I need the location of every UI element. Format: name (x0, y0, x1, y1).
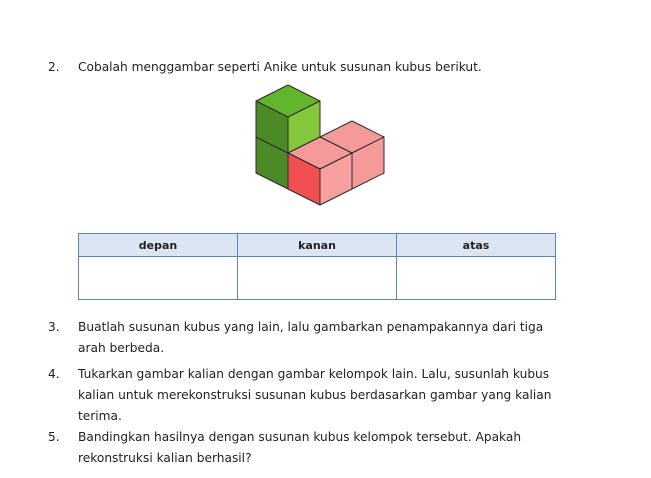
question-number: 5. (48, 430, 60, 444)
header-atas: atas (397, 234, 556, 257)
views-table (78, 233, 556, 300)
question-number: 3. (48, 320, 60, 334)
question-text: Buatlah susunan kubus yang lain, lalu gambarkan penampakannya dari tiga arah berbeda. (78, 320, 544, 355)
cell-depan[interactable] (79, 257, 238, 300)
question-number: 2. (48, 60, 60, 74)
cube-arrangement-figure (252, 83, 392, 215)
question-5 (48, 427, 568, 469)
question-text: Tukarkan gambar kalian dengan gambar kelompok lain. Lalu, susunlah kubus kalian untuk merekonstruksi susunan kubus berdasarkan gambar yang kalian terima. (78, 367, 552, 423)
cell-kanan[interactable] (238, 257, 397, 300)
question-number: 4. (48, 367, 60, 381)
question-text: Bandingkan hasilnya dengan susunan kubus kelompok tersebut. Apakah rekonstruksi kalian berhasil? (78, 430, 522, 465)
cell-atas[interactable] (397, 257, 556, 300)
header-depan: depan (79, 234, 238, 257)
question-text: Cobalah menggambar seperti Anike untuk susunan kubus berikut. (78, 60, 482, 74)
question-4 (48, 364, 568, 427)
question-2 (48, 57, 568, 78)
question-3 (48, 317, 568, 359)
header-kanan: kanan (238, 234, 397, 257)
